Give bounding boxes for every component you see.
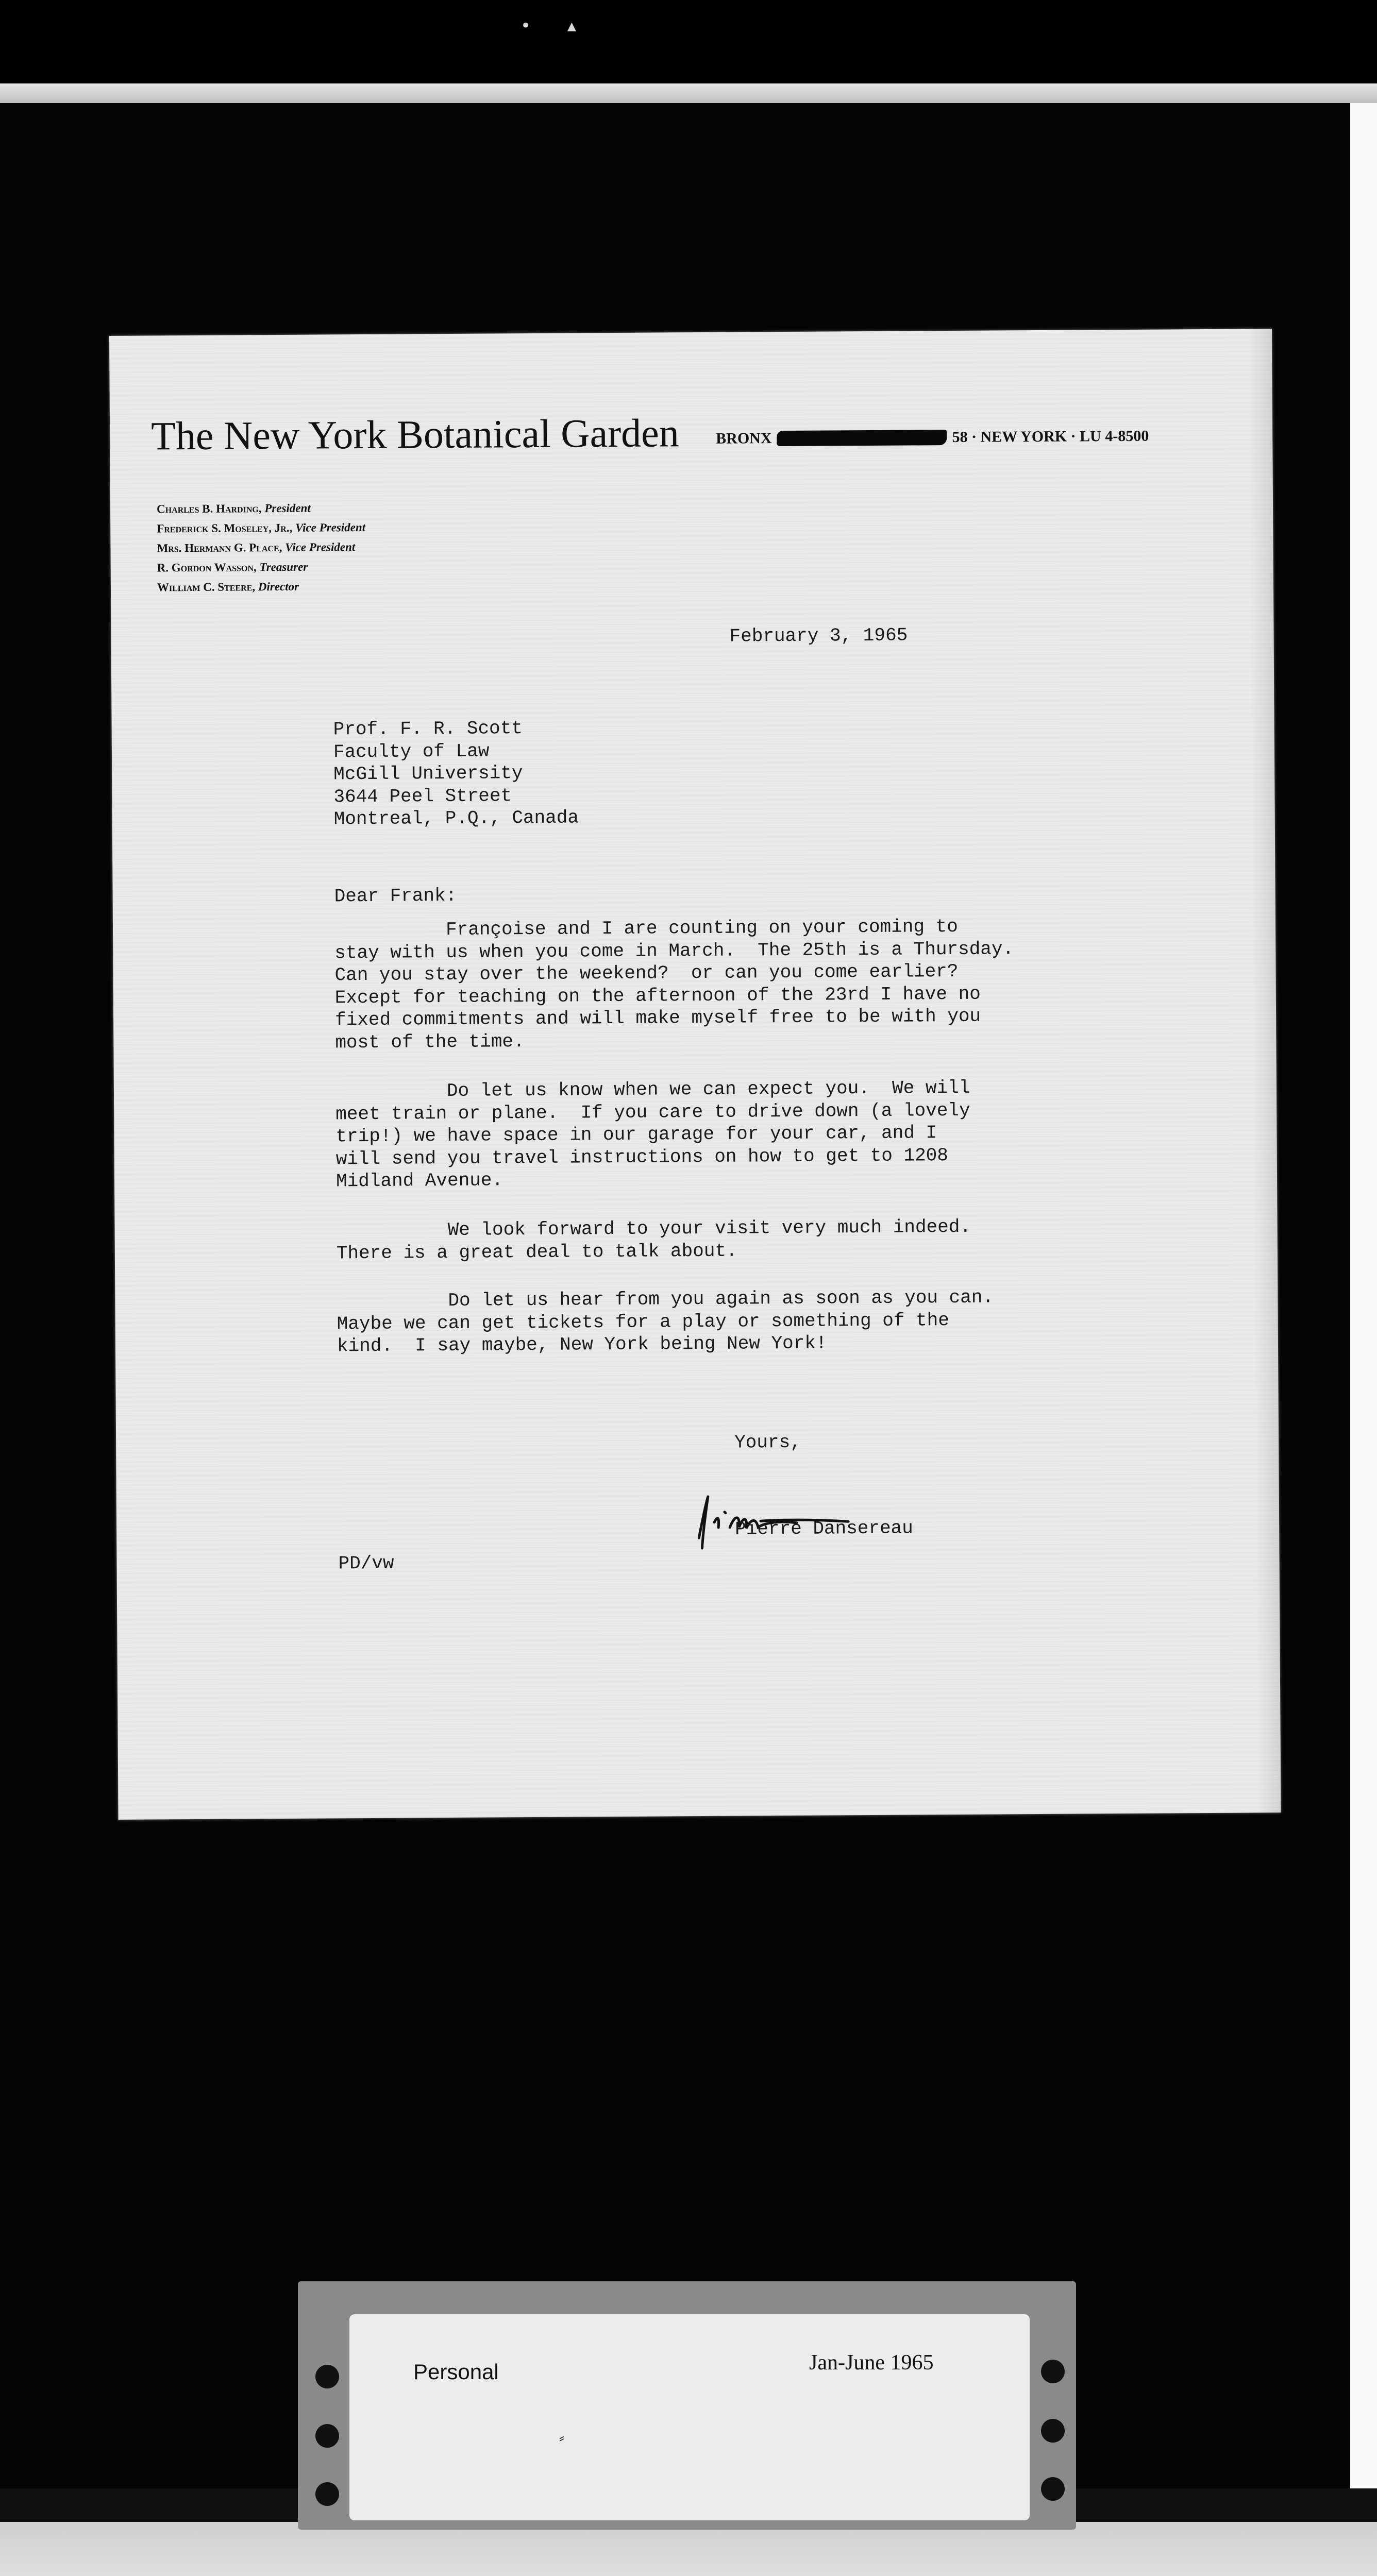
address-line: Montreal, P.Q., Canada (333, 807, 579, 830)
punch-hole (1041, 2360, 1065, 2383)
officer-role: Treasurer (259, 560, 308, 574)
officers-list (157, 498, 366, 597)
punch-hole (315, 2365, 339, 2388)
letter-date: February 3, 1965 (729, 624, 908, 647)
film-edge-bottom (0, 2522, 1377, 2576)
letter-page (109, 329, 1281, 1820)
body-paragraph: Françoise and I are counting on your coming to stay with us when you come in March. The 25th is a Thursday. Can you stay over the weekend? or can you come earlier? Except for teaching on the afternoon of the 23rd I have no fixed commitments and will make myself free to be with you most of the time. (334, 916, 1014, 1053)
reference-initials: PD/vw (338, 1552, 394, 1574)
label-category: Personal (413, 2360, 499, 2384)
officer-name: Charles B. Harding, (156, 502, 262, 516)
officer-name: Mrs. Hermann G. Place, (157, 540, 282, 555)
officer-role: Director (258, 580, 299, 594)
officer-line (157, 498, 365, 519)
label-period: Jan-June 1965 (809, 2351, 934, 2375)
punch-hole (1041, 2477, 1065, 2501)
letter-closing: Yours, (734, 1431, 801, 1453)
address-suffix: 58 · NEW YORK · LU 4-8500 (952, 427, 1149, 446)
letterhead-address (716, 428, 1149, 448)
film-edge-top (0, 83, 1377, 104)
officer-name: William C. Steere, (157, 580, 256, 594)
body-paragraph: Do let us know when we can expect you. We will meet train or plane. If you care to drive down (a lovely trip!) we have space in our garage for your car, and I will send you travel instructions on how to get to 1208 Midland Avenue. (335, 1077, 970, 1192)
signatory-name: Pierre Dansereau (735, 1517, 913, 1540)
redaction-mark (777, 430, 947, 446)
address-line: 3644 Peel Street (333, 785, 512, 807)
punch-hole (1041, 2419, 1065, 2443)
recipient-address (333, 717, 579, 830)
address-line: Prof. F. R. Scott (333, 718, 523, 740)
officer-line (157, 557, 366, 578)
officer-name: R. Gordon Wasson, (157, 561, 257, 574)
address-prefix: BRONX (716, 430, 772, 447)
letterhead-title: The New York Botanical Garden (150, 410, 680, 459)
officer-role: Vice President (295, 520, 366, 534)
punch-hole (315, 2424, 339, 2448)
archive-label-card (349, 2314, 1030, 2520)
dust-speck: ⸗ (559, 2429, 564, 2446)
officer-role: Vice President (285, 540, 356, 554)
officer-line (157, 577, 366, 597)
film-edge-right (1350, 103, 1377, 2524)
officer-name: Frederick S. Moseley, Jr., (157, 521, 293, 535)
officer-line (157, 518, 365, 538)
salutation: Dear Frank: (334, 885, 457, 907)
address-line: Faculty of Law (333, 740, 490, 762)
punch-hole (315, 2482, 339, 2506)
officer-role: President (264, 501, 311, 515)
body-paragraph: Do let us hear from you again as soon as you can. Maybe we can get tickets for a play or something of the kind. I say maybe, New York being New York! (337, 1286, 994, 1357)
body-paragraph: We look forward to your visit very much indeed. There is a great deal to talk about. (336, 1216, 971, 1264)
address-line: McGill University (333, 762, 523, 785)
film-edge-marks: • ▴ (520, 15, 592, 36)
officer-line (157, 537, 365, 558)
